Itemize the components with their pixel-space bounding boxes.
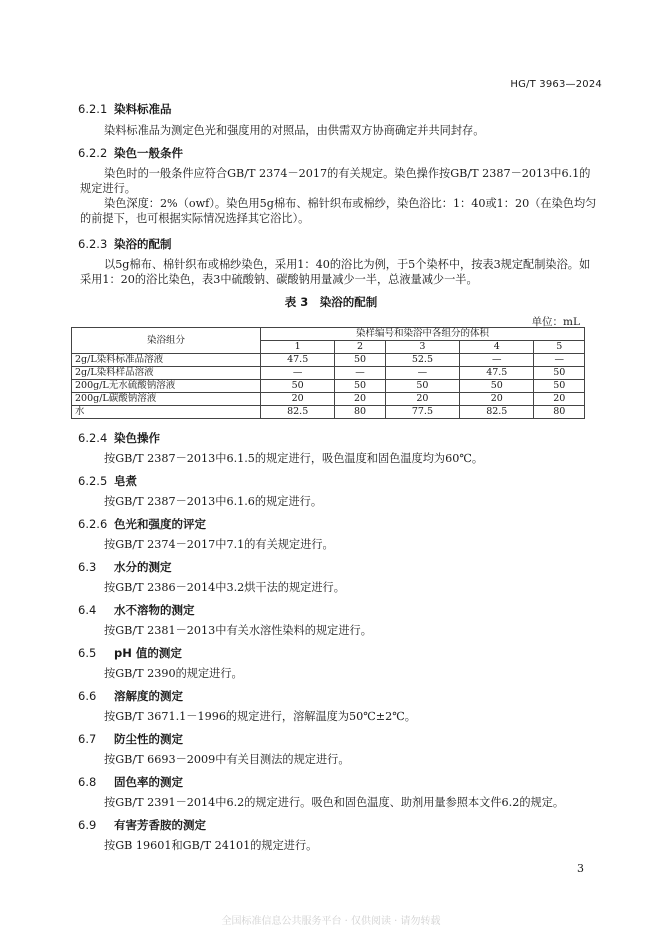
heading-number: 6.5 xyxy=(78,646,97,660)
table-row xyxy=(72,354,585,367)
table-row xyxy=(72,393,585,406)
table-cell: 50 xyxy=(460,380,534,393)
paragraph: 按GB/T 2374－2017中7.1的有关规定进行。 xyxy=(104,538,334,551)
paragraph: 染色深度：2%（owf）。染色用5g棉布、棉针织布或棉纱，染色浴比：1：40或1：20（在染色均匀的前提下，也可根据实际情况选择其它浴比）。 xyxy=(80,197,597,225)
heading-6-9 xyxy=(78,817,206,833)
table-cell: — xyxy=(261,367,335,380)
table-cell: 20 xyxy=(460,393,534,406)
heading-number: 6.2.3 xyxy=(78,237,108,251)
row-label: 水 xyxy=(72,406,261,419)
heading-number: 6.2.5 xyxy=(78,474,108,488)
table-row xyxy=(72,406,585,419)
table-cell: 50 xyxy=(534,367,585,380)
paragraph: 以5g棉布、棉针织布或棉纱染色，采用1：40的浴比为例，于5个染杯中，按表3规定配制染浴。如采用1：20的浴比染色，表3中硫酸钠、碳酸钠用量减少一半，总液量减少一半。 xyxy=(80,258,591,286)
table-cell: 50 xyxy=(534,380,585,393)
watermark: 全国标准信息公共服务平台 · 仅供阅读 · 请勿转载 xyxy=(221,916,441,927)
heading-title: pH 值的测定 xyxy=(114,646,182,660)
table-cell: 80 xyxy=(335,406,385,419)
paragraph: 按GB/T 3671.1－1996的规定进行，溶解温度为50℃±2℃。 xyxy=(104,710,416,723)
heading-6-6 xyxy=(78,688,183,704)
heading-6-2-5 xyxy=(78,473,137,489)
heading-title: 染浴的配制 xyxy=(114,237,172,251)
heading-number: 6.2.6 xyxy=(78,517,108,531)
heading-number: 6.8 xyxy=(78,775,97,789)
row-label: 2g/L染料样品溶液 xyxy=(72,367,261,380)
paragraph: 按GB/T 2381－2013中有关水溶性染料的规定进行。 xyxy=(104,624,372,637)
column-header: 4 xyxy=(460,341,534,354)
paragraph: 按GB/T 2386－2014中3.2烘干法的规定进行。 xyxy=(104,581,345,594)
table-cell: 50 xyxy=(261,380,335,393)
paragraph: 按GB/T 6693－2009中有关目测法的规定进行。 xyxy=(104,753,350,766)
table-cell: 20 xyxy=(534,393,585,406)
heading-number: 6.9 xyxy=(78,818,97,832)
row-label: 200g/L无水硫酸钠溶液 xyxy=(72,380,261,393)
paragraph: 染料标准品为测定色光和强度用的对照品，由供需双方协商确定并共同封存。 xyxy=(104,124,485,137)
paragraph: 按GB/T 2391－2014中6.2的规定进行。吸色和固色温度、助剂用量参照本文件6.2的规定。 xyxy=(104,796,565,809)
table-row xyxy=(72,367,585,380)
table-cell: 50 xyxy=(335,354,385,367)
heading-number: 6.2.1 xyxy=(78,102,108,116)
table-unit: 单位：mL xyxy=(531,316,580,328)
table-cell: — xyxy=(460,354,534,367)
table-cell: 82.5 xyxy=(261,406,335,419)
heading-6-2-4 xyxy=(78,430,160,446)
paragraph: 按GB 19601和GB/T 24101的规定进行。 xyxy=(104,839,318,852)
column-header: 3 xyxy=(385,341,459,354)
heading-6-2-3 xyxy=(78,236,172,252)
heading-6-2-6 xyxy=(78,516,206,532)
heading-title: 水不溶物的测定 xyxy=(114,603,195,617)
heading-number: 6.7 xyxy=(78,732,97,746)
heading-title: 有害芳香胺的测定 xyxy=(114,818,206,832)
heading-title: 皂煮 xyxy=(114,474,137,488)
table-cell: — xyxy=(335,367,385,380)
column-group-header: 染样编号和染浴中各组分的体积 xyxy=(261,328,585,341)
table-cell: 82.5 xyxy=(460,406,534,419)
table-caption: 表 3 染浴的配制 xyxy=(284,295,378,309)
heading-number: 6.3 xyxy=(78,560,97,574)
heading-title: 染色一般条件 xyxy=(114,146,183,160)
table-row xyxy=(72,380,585,393)
column-header: 5 xyxy=(534,341,585,354)
table-cell: 20 xyxy=(385,393,459,406)
table-cell: 80 xyxy=(534,406,585,419)
heading-6-2-2 xyxy=(78,145,183,161)
table-cell: 20 xyxy=(261,393,335,406)
table-cell: 47.5 xyxy=(460,367,534,380)
heading-title: 水分的测定 xyxy=(114,560,172,574)
heading-6-3 xyxy=(78,559,172,575)
heading-6-5 xyxy=(78,645,182,661)
table-cell: 47.5 xyxy=(261,354,335,367)
heading-title: 固色率的测定 xyxy=(114,775,183,789)
standard-code: HG/T 3963—2024 xyxy=(510,79,602,90)
bath-table xyxy=(71,327,585,419)
heading-number: 6.6 xyxy=(78,689,97,703)
heading-title: 染色操作 xyxy=(114,431,160,445)
heading-title: 染料标准品 xyxy=(114,102,172,116)
table-cell: 52.5 xyxy=(385,354,459,367)
row-label: 200g/L碳酸钠溶液 xyxy=(72,393,261,406)
table-cell: — xyxy=(534,354,585,367)
heading-title: 防尘性的测定 xyxy=(114,732,183,746)
paragraph: 按GB/T 2387－2013中6.1.5的规定进行，吸色温度和固色温度均为60℃。 xyxy=(104,452,484,465)
table-cell: 50 xyxy=(385,380,459,393)
paragraph: 按GB/T 2390的规定进行。 xyxy=(104,667,243,680)
heading-6-2-1 xyxy=(78,101,172,117)
heading-number: 6.2.4 xyxy=(78,431,108,445)
table-cell: — xyxy=(385,367,459,380)
column-header: 1 xyxy=(261,341,335,354)
table-cell: 77.5 xyxy=(385,406,459,419)
table-cell: 50 xyxy=(335,380,385,393)
table-cell: 20 xyxy=(335,393,385,406)
row-label: 2g/L染料标准品溶液 xyxy=(72,354,261,367)
heading-number: 6.4 xyxy=(78,603,97,617)
heading-6-4 xyxy=(78,602,195,618)
column-header: 2 xyxy=(335,341,385,354)
page-number: 3 xyxy=(577,862,584,875)
heading-6-8 xyxy=(78,774,183,790)
heading-number: 6.2.2 xyxy=(78,146,108,160)
heading-title: 溶解度的测定 xyxy=(114,689,183,703)
paragraph: 按GB/T 2387－2013中6.1.6的规定进行。 xyxy=(104,495,323,508)
paragraph: 染色时的一般条件应符合GB/T 2374－2017的有关规定。染色操作按GB/T 2387－2013中6.1的规定进行。 xyxy=(80,167,591,195)
heading-6-7 xyxy=(78,731,183,747)
heading-title: 色光和强度的评定 xyxy=(114,517,206,531)
column-header-component: 染浴组分 xyxy=(72,328,261,354)
